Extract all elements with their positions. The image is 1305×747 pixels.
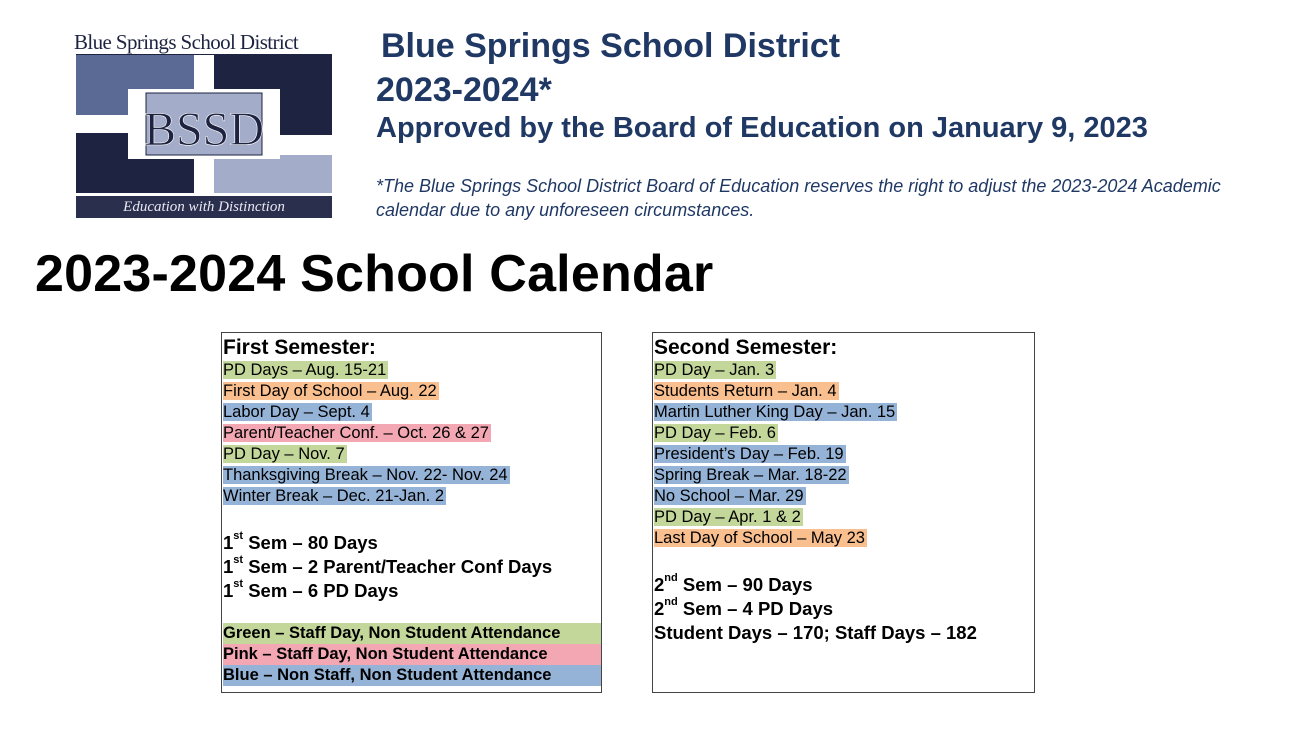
logo-tagline: Education with Distinction — [76, 196, 332, 218]
first-semester-event — [223, 465, 601, 486]
logo-title-text: Blue Springs School District — [74, 30, 299, 54]
first-semester-event — [223, 423, 601, 444]
first-semester-event — [223, 486, 601, 507]
second-semester-event — [654, 444, 1034, 465]
second-semester-event-text: President’s Day – Feb. 19 — [654, 445, 844, 463]
second-semester-event — [654, 381, 1034, 402]
logo-title — [74, 30, 332, 55]
first-semester-event-text: Thanksgiving Break – Nov. 22- Nov. 24 — [223, 466, 508, 484]
first-semester-event-text: Labor Day – Sept. 4 — [223, 403, 370, 421]
first-semester-box — [221, 332, 602, 693]
first-semester-events — [223, 360, 601, 507]
second-semester-event-text: PD Day – Jan. 3 — [654, 361, 775, 379]
second-semester-event-text: PD Day – Apr. 1 & 2 — [654, 508, 801, 526]
first-semester-stats — [223, 531, 601, 603]
legend-item-blue: Blue – Non Staff, Non Student Attendance — [223, 665, 601, 686]
second-semester-event — [654, 465, 1034, 486]
second-semester-stat: 2nd Sem – 4 PD Days — [654, 596, 834, 619]
page-title: 2023-2024 School Calendar — [35, 245, 714, 303]
year-heading: 2023-2024* — [376, 71, 552, 109]
logo-emblem — [76, 55, 332, 193]
first-semester-stat: 1st Sem – 80 Days — [223, 530, 378, 553]
first-semester-event — [223, 402, 601, 423]
first-semester-event-text: PD Days – Aug. 15-21 — [223, 361, 387, 379]
second-semester-event-text: Spring Break – Mar. 18-22 — [654, 466, 847, 484]
color-legend — [223, 623, 601, 686]
first-semester-event-text: First Day of School – Aug. 22 — [223, 382, 437, 400]
first-semester-event-text: PD Day – Nov. 7 — [223, 445, 345, 463]
first-semester-event — [223, 381, 601, 402]
legend-item-green: Green – Staff Day, Non Student Attendance — [223, 623, 601, 644]
district-heading: Blue Springs School District — [381, 27, 841, 65]
district-logo — [74, 30, 332, 220]
second-semester-stat: Student Days – 170; Staff Days – 182 — [654, 622, 977, 643]
first-semester-stat: 1st Sem – 6 PD Days — [223, 578, 399, 601]
second-semester-stats — [654, 573, 1034, 645]
first-semester-event — [223, 360, 601, 381]
second-semester-event — [654, 402, 1034, 423]
second-semester-event-text: Last Day of School – May 23 — [654, 529, 865, 547]
second-semester-event-text: Martin Luther King Day – Jan. 15 — [654, 403, 896, 421]
second-semester-box — [652, 332, 1035, 693]
second-semester-title: Second Semester: — [654, 336, 838, 359]
first-semester-event-text: Winter Break – Dec. 21-Jan. 2 — [223, 487, 445, 505]
first-semester-stat: 1st Sem – 2 Parent/Teacher Conf Days — [223, 554, 553, 577]
second-semester-events — [654, 360, 1034, 549]
approval-heading: Approved by the Board of Education on January 9, 2023 — [376, 112, 1148, 144]
first-semester-title: First Semester: — [223, 336, 376, 359]
second-semester-stat: 2nd Sem – 90 Days — [654, 572, 813, 595]
second-semester-event — [654, 360, 1034, 381]
legend-item-pink: Pink – Staff Day, Non Student Attendance — [223, 644, 601, 665]
second-semester-event — [654, 423, 1034, 444]
logo-initials: BSSD — [143, 103, 265, 156]
second-semester-event — [654, 486, 1034, 507]
first-semester-event-text: Parent/Teacher Conf. – Oct. 26 & 27 — [223, 424, 489, 442]
second-semester-event — [654, 528, 1034, 549]
second-semester-event-text: No School – Mar. 29 — [654, 487, 804, 505]
first-semester-event — [223, 444, 601, 465]
second-semester-event — [654, 507, 1034, 528]
disclaimer-note: *The Blue Springs School District Board of Education reserves the right to adjust the 2023-2024 Academic calendar due to any unforeseen circumstances. — [376, 176, 1221, 220]
second-semester-event-text: Students Return – Jan. 4 — [654, 382, 837, 400]
second-semester-event-text: PD Day – Feb. 6 — [654, 424, 776, 442]
